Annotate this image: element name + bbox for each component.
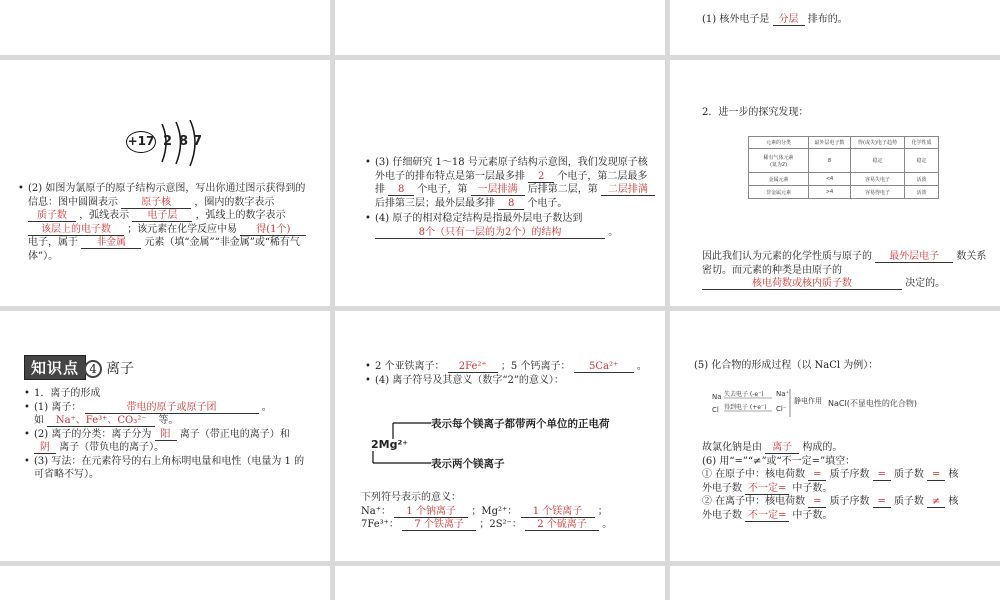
question-2: • (2) 如图为氯原子的原子结构示意图，写出你通过图示获得到的信息：图中圆圈表示 原子核 ，圈内的数字表示 质子数 ，弧线表示 电子层 ，弧线上的数字表示 该层上的电子数 ；该元素在化学反应中易 得(1个) 电子，属于 非金属 元素（填“金属”“非金属”或“稀有气体”）。 xyxy=(18,182,308,263)
question-2-list xyxy=(18,182,308,263)
chlorine-atom-diagram xyxy=(126,120,216,170)
section-title: 2．进一步的探究发现： xyxy=(702,107,809,118)
slide-chlorine-atom[interactable] xyxy=(0,60,330,306)
table-header-row: 元素的分类 最外层电子数 得(或失)电子趋势 化学性质 xyxy=(749,137,939,149)
questions-3-4 xyxy=(365,156,655,239)
slide-thumb-bottom-middle[interactable] xyxy=(335,566,665,600)
slide-thumb-top-right[interactable] xyxy=(670,0,1000,55)
slide-ion-symbols[interactable] xyxy=(335,311,665,561)
nacl-formation-diagram: Na 失去电子 (-e⁻) Na⁺ Cl 得到电子 (+e⁻) Cl⁻ 静电作用 NaCl(不显电性的化合物) xyxy=(712,387,952,427)
mg-superscript-meaning: 表示每个镁离子都带两个单位的正电荷 xyxy=(431,418,610,430)
slide-electron-arrangement[interactable] xyxy=(335,60,665,306)
nucleus: +17 xyxy=(126,131,156,153)
shell-3-count: 7 xyxy=(193,134,203,149)
electron-layer-sentence: (1) 核外电子是 分层 排布的。 xyxy=(702,14,848,25)
element-classification-table xyxy=(748,136,939,199)
slide-thumb-bottom-right[interactable] xyxy=(670,566,1000,600)
shell-2-count: 8 xyxy=(179,134,189,149)
knowledge-point-number: 4 xyxy=(84,360,102,378)
question-4: • (4) 原子的相对稳定结构是指最外层电子数达到 8个（只有一层的为2个）的结构 。 xyxy=(365,212,655,239)
slide-further-exploration[interactable] xyxy=(670,60,1000,306)
ion-equality-exercise: 故氯化钠是由 离子 构成的。 (6) 用“=”“≠”或“不一定=”填空： ① 在原子中：核电荷数 = 质子序数 = 质子数 = 核 外电子数 不一定= 中子数。 ② 在离子中：核电荷数 = 质子序数 = 质子数 ≠ 核 外电子数 不一定= 中子数。 xyxy=(702,442,959,521)
table-row: 稀有气体元素 (氦为2) 8 稳定 稳定 xyxy=(749,149,939,173)
slide-compound-formation[interactable] xyxy=(670,311,1000,561)
answer-blank: 分层 xyxy=(773,14,805,26)
slide-ions[interactable] xyxy=(0,311,330,561)
slide-thumb-bottom-left[interactable] xyxy=(0,566,330,600)
mg-coefficient-meaning: 表示两个镁离子 xyxy=(431,458,505,470)
compound-formation-title: (5) 化合物的形成过程（以 NaCl 为例）： xyxy=(694,360,879,371)
slide-thumb-top-left[interactable] xyxy=(0,0,330,55)
mg-ion-symbol: 2Mg²⁺ xyxy=(371,438,409,451)
ion-symbol-questions: • 2 个亚铁离子： 2Fe²⁺ ；5 个钙离子： 5Ca²⁺ 。 • (4) 离子符号及其意义（数字“2”的意义）： xyxy=(365,360,660,387)
shell-1-count: 2 xyxy=(163,134,173,149)
symbol-meaning-exercise: 下列符号表示的意义： Na⁺： 1 个钠离子 ；Mg²⁺： 1 个镁离子 ； 7Fe³⁺： 7 个铁离子 ；2S²⁻： 2 个硫离子 。 xyxy=(361,492,613,530)
knowledge-point-header xyxy=(24,355,134,380)
conclusion-paragraph: 因此我们认为元素的化学性质与原子的 最外层电子 数关系密切。而元素的种类是由原子的 核电荷数或核内质子数 决定的。 xyxy=(702,251,987,289)
ion-notes-list: • 1．离子的形成 • (1) 离子： 带电的原子或原子团 。 如 Na⁺、Fe³⁺、CO₃²⁻ 等。 • (2) 离子的分类：离子分为 阳 离子（带正电的离子）和 阴 离子（带负电的离子）。 • (3) 写法：在元素符号的右上角标明电量和电性（电量为 1 的可省略不写）。 xyxy=(24,387,314,482)
knowledge-point-badge: 知识点 xyxy=(24,355,86,380)
knowledge-point-title: 离子 xyxy=(106,361,135,377)
table-row: 非金属元素 >4 容易得电子 活泼 xyxy=(749,186,939,199)
mg-ion-meaning-diagram xyxy=(371,413,661,473)
question-3: • (3) 仔细研究 1～18 号元素原子结构示意图，我们发现原子核外电子的排布特点是第一层最多排 2 个电子，第二层最多排 8 个电子，第 一层排满 后排第二层，第 二层排满 后排第三层；最外层最多排 8 个电子。 xyxy=(365,156,655,210)
slide-thumb-top-middle[interactable] xyxy=(335,0,665,55)
table-row: 金属元素 <4 容易失电子 活泼 xyxy=(749,173,939,186)
